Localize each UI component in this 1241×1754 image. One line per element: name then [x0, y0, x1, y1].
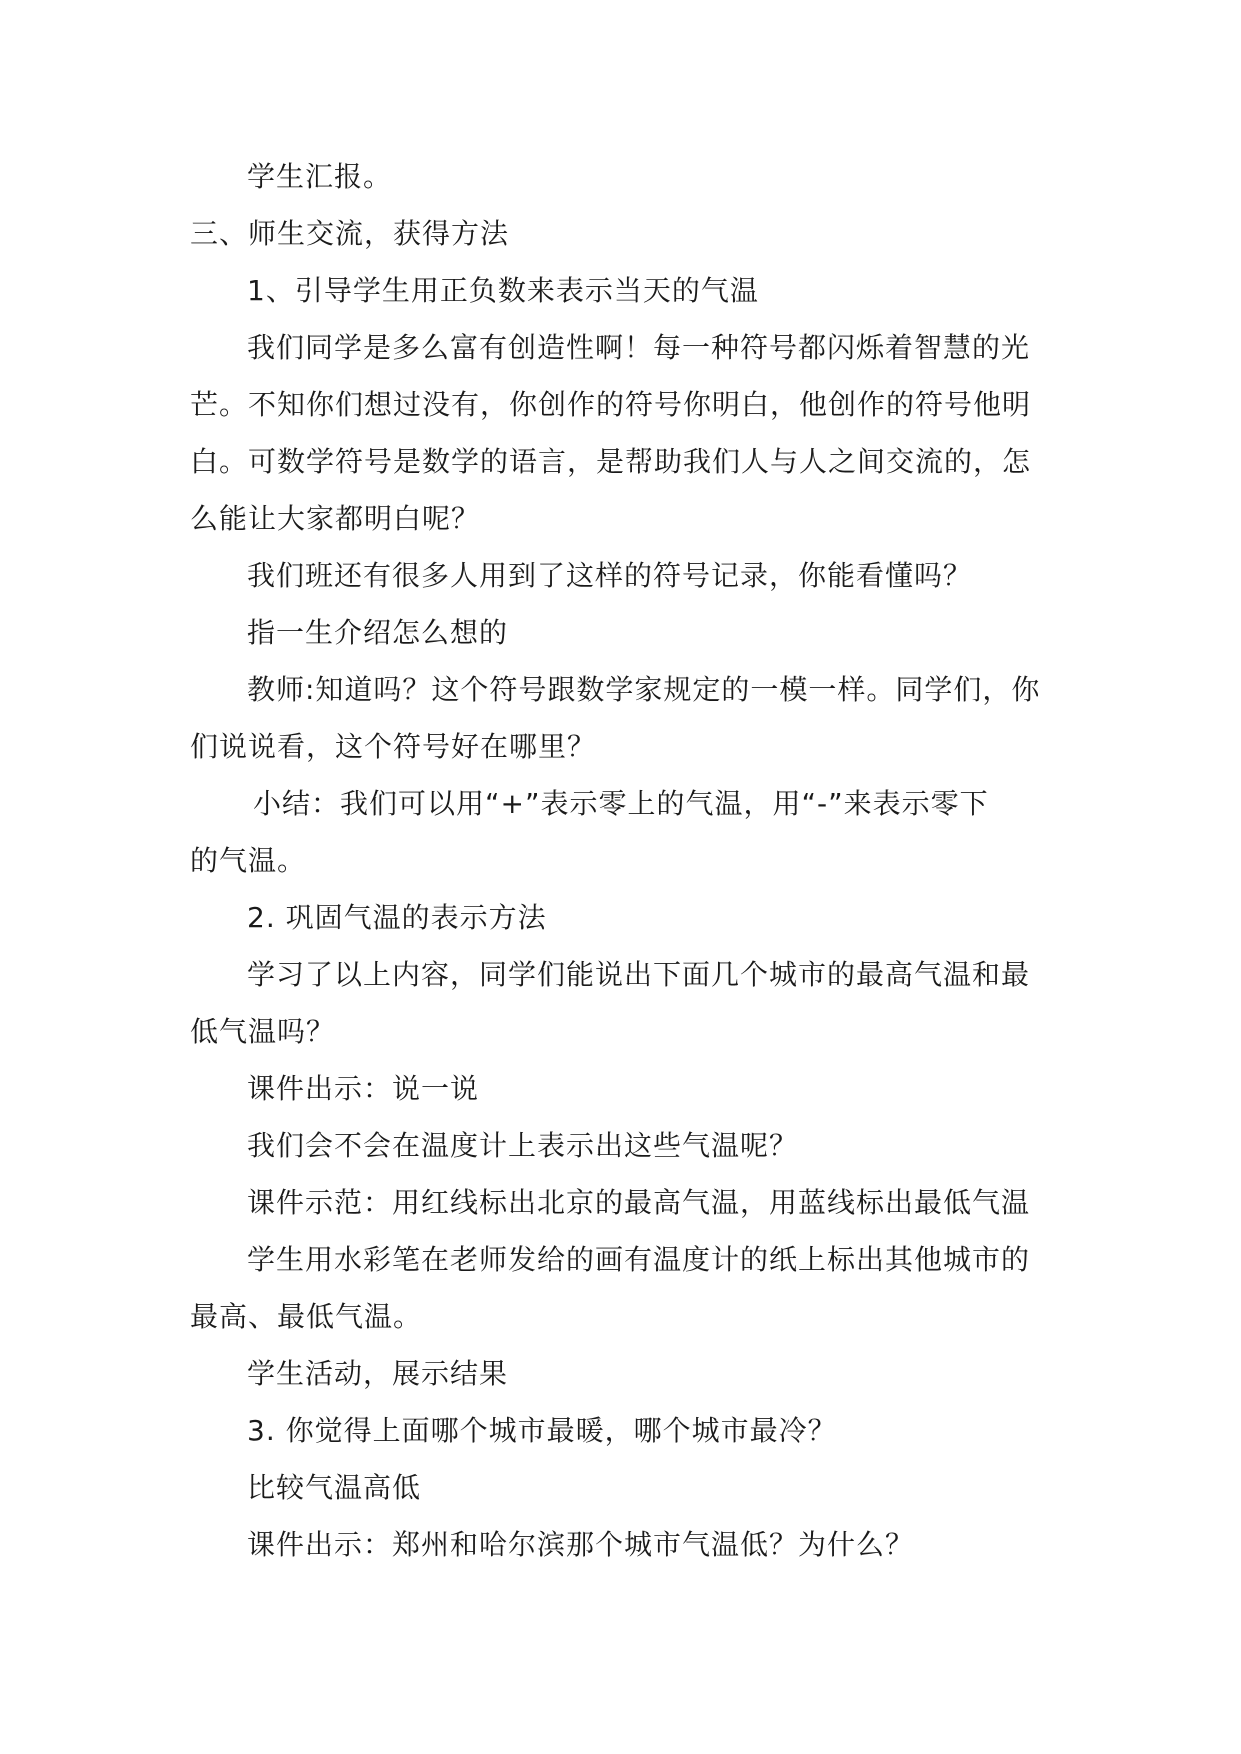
summary-line: 小结：我们可以用“+”表示零上的气温，用“-”来表示零下	[253, 787, 989, 820]
paragraph-line: 学生用水彩笔在老师发给的画有温度计的纸上标出其他城市的	[247, 1243, 1031, 1276]
paragraph-line: 最高、最低气温。	[190, 1300, 423, 1333]
section-heading: 三、师生交流，获得方法	[190, 217, 510, 250]
paragraph-line: 教师:知道吗？这个符号跟数学家规定的一模一样。同学们，你	[247, 673, 1041, 706]
paragraph-line: 课件示范：用红线标出北京的最高气温，用蓝线标出最低气温	[247, 1186, 1031, 1219]
paragraph-line: 低气温吗？	[190, 1015, 336, 1048]
subsection-heading: 3. 你觉得上面哪个城市最暖，哪个城市最冷？	[247, 1414, 837, 1447]
document-body	[190, 148, 1050, 1573]
paragraph-line: 我们会不会在温度计上表示出这些气温呢？	[247, 1129, 799, 1162]
paragraph-line: 学生汇报。	[247, 160, 393, 193]
paragraph-line: 们说说看，这个符号好在哪里？	[190, 730, 597, 763]
paragraph-line: 我们班还有很多人用到了这样的符号记录，你能看懂吗？	[247, 559, 973, 592]
paragraph-line: 指一生介绍怎么想的	[247, 616, 509, 649]
paragraph-line: 么能让大家都明白呢？	[190, 502, 481, 535]
paragraph-line: 学生活动，展示结果	[247, 1357, 509, 1390]
paragraph-line: 课件出示：说一说	[247, 1072, 480, 1105]
paragraph-line: 学习了以上内容，同学们能说出下面几个城市的最高气温和最	[247, 958, 1031, 991]
paragraph-line: 我们同学是多么富有创造性啊！每一种符号都闪烁着智慧的光	[247, 331, 1031, 364]
paragraph-line: 课件出示：郑州和哈尔滨那个城市气温低？为什么？	[247, 1528, 915, 1561]
paragraph-line: 白。可数学符号是数学的语言，是帮助我们人与人之间交流的，怎	[190, 445, 1032, 478]
paragraph-line: 芒。不知你们想过没有，你创作的符号你明白，他创作的符号他明	[190, 388, 1032, 421]
subsection-heading: 2. 巩固气温的表示方法	[247, 901, 547, 934]
subsection-heading: 1、引导学生用正负数来表示当天的气温	[247, 274, 759, 307]
paragraph-line: 的气温。	[190, 844, 307, 877]
paragraph-line: 比较气温高低	[247, 1471, 422, 1504]
